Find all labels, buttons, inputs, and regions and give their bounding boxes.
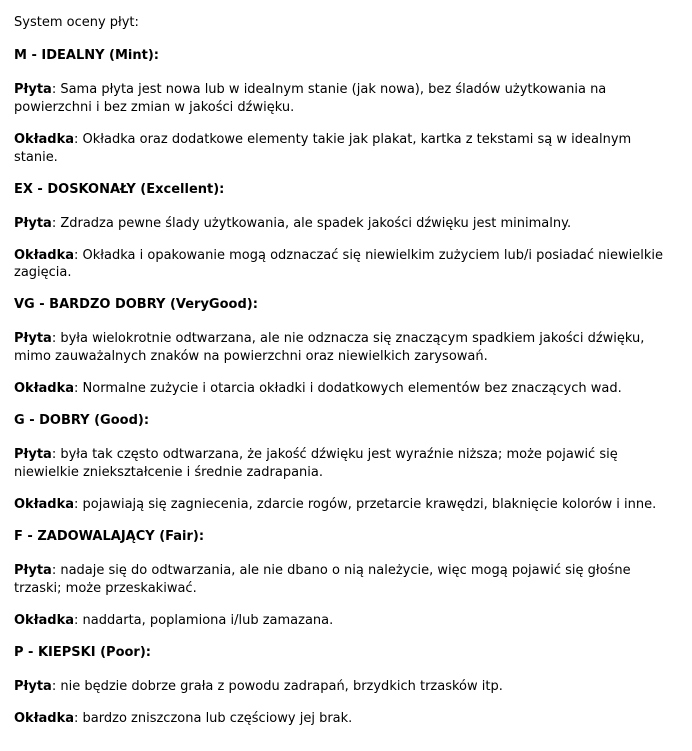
okladka-text: : naddarta, poplamiona i/lub zamazana. — [74, 612, 334, 628]
okladka-label: Okładka — [14, 710, 75, 726]
grade-heading: EX - DOSKONAŁY (Excellent): — [14, 181, 225, 197]
grade-section-verygood — [14, 296, 674, 398]
okladka-label: Okładka — [14, 247, 75, 263]
plyta-label: Płyta — [14, 215, 52, 231]
okladka-text: : Okładka oraz dodatkowe elementy takie jak plakat, kartka z tekstami są w idealnym stanie. — [14, 131, 632, 165]
plyta-label: Płyta — [14, 447, 52, 463]
plyta-text: : nadaje się do odtwarzania, ale nie dbano o nią należycie, więc mogą pojawić się głośne trzaski; może przeskakiwać. — [14, 562, 631, 596]
page-title: System oceny płyt: — [14, 15, 139, 30]
plyta-paragraph — [14, 330, 674, 366]
plyta-paragraph — [14, 562, 674, 598]
grade-section-fair — [14, 528, 674, 630]
plyta-label: Płyta — [14, 81, 52, 97]
plyta-text: : nie będzie dobrze grała z powodu zadrapań, brzydkich trzasków itp. — [51, 678, 503, 694]
plyta-paragraph — [14, 81, 674, 117]
okladka-label: Okładka — [14, 131, 75, 147]
grade-heading: P - KIEPSKI (Poor): — [14, 644, 151, 660]
okladka-paragraph — [14, 496, 674, 514]
plyta-paragraph — [14, 215, 674, 233]
okladka-label: Okładka — [14, 381, 75, 397]
plyta-paragraph — [14, 446, 674, 482]
grade-heading: M - IDEALNY (Mint): — [14, 47, 159, 63]
okladka-text: : bardzo zniszczona lub częściowy jej brak. — [74, 710, 353, 726]
okladka-text: : Normalne zużycie i otarcia okładki i dodatkowych elementów bez znaczących wad. — [74, 381, 622, 397]
okladka-label: Okładka — [14, 612, 75, 628]
grade-heading: VG - BARDZO DOBRY (VeryGood): — [14, 297, 258, 313]
okladka-paragraph — [14, 380, 674, 398]
okladka-label: Okładka — [14, 496, 75, 512]
grade-section-poor — [14, 644, 674, 728]
okladka-paragraph — [14, 612, 674, 630]
okladka-text: : pojawiają się zagniecenia, zdarcie rogów, przetarcie krawędzi, blaknięcie kolorów i inne. — [74, 496, 657, 512]
plyta-text: : Sama płyta jest nowa lub w idealnym stanie (jak nowa), bez śladów użytkowania na powierzchni i bez zmian w jakości dźwięku. — [14, 81, 607, 115]
okladka-paragraph — [14, 247, 674, 283]
grade-section-excellent — [14, 181, 674, 283]
plyta-label: Płyta — [14, 678, 52, 694]
grade-section-mint — [14, 47, 674, 167]
grade-section-good — [14, 412, 674, 514]
plyta-text: : była wielokrotnie odtwarzana, ale nie odznacza się znaczącym spadkiem jakości dźwięku, mimo zauważalnych znaków na powierzchni oraz niewielkich zarysowań. — [14, 331, 645, 365]
plyta-label: Płyta — [14, 331, 52, 347]
plyta-paragraph — [14, 678, 674, 696]
okladka-paragraph — [14, 710, 674, 728]
plyta-label: Płyta — [14, 562, 52, 578]
grade-heading: F - ZADOWALAJĄCY (Fair): — [14, 528, 205, 544]
plyta-text: : była tak często odtwarzana, że jakość dźwięku jest wyraźnie niższa; może pojawić się niewielkie zniekształcenie i średnie zadrapania. — [14, 447, 618, 480]
grade-heading: G - DOBRY (Good): — [14, 413, 150, 429]
okladka-paragraph — [14, 131, 674, 167]
okladka-text: : Okładka i opakowanie mogą odznaczać się niewielkim zużyciem lub/i posiadać niewielkie zagięcia. — [14, 247, 663, 281]
plyta-text: : Zdradza pewne ślady użytkowania, ale spadek jakości dźwięku jest minimalny. — [51, 215, 572, 231]
